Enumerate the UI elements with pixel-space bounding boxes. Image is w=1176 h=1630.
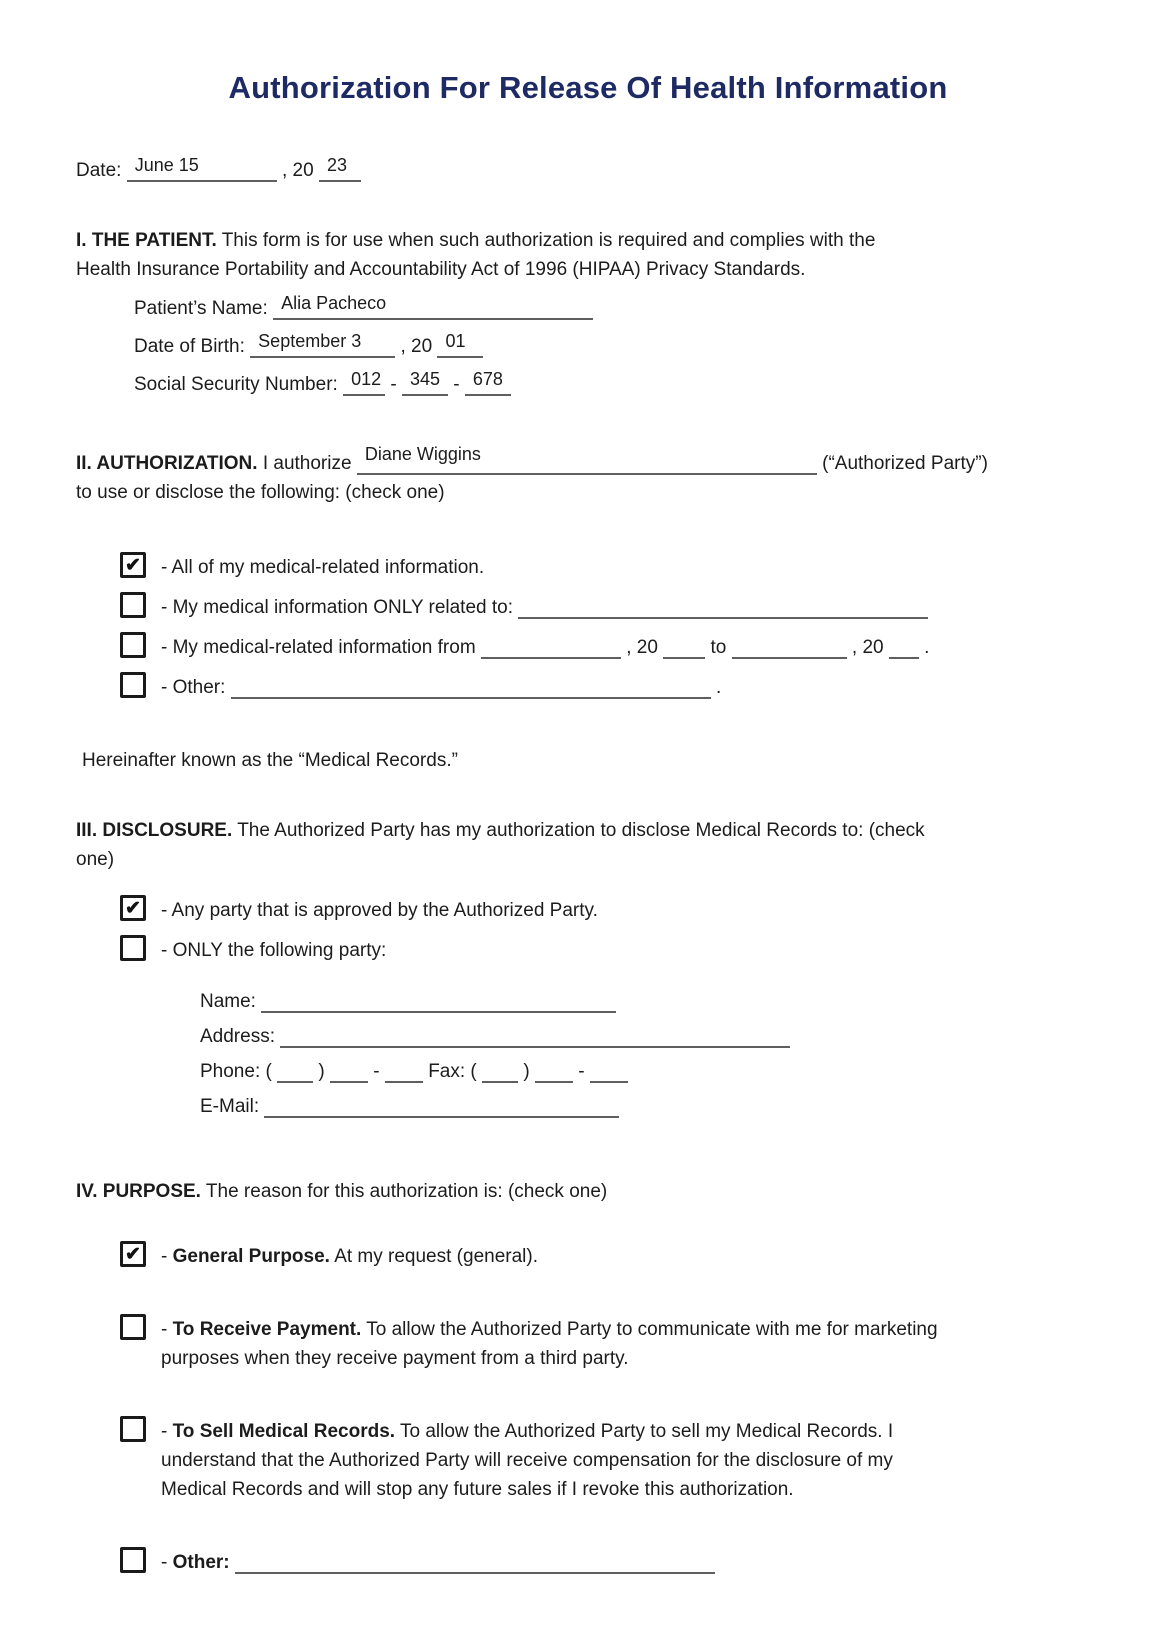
date-year-field[interactable] — [319, 155, 361, 182]
option-date-range-mid2: to — [710, 637, 727, 658]
ssn-dash-2: - — [453, 374, 460, 395]
option-receive-payment-text: To allow the Authorized Party to communicate with me for marketing purposes when they receive payment from a third party. — [161, 1319, 938, 1369]
ssn-field-1[interactable] — [343, 369, 385, 396]
other-purpose-field[interactable] — [235, 1554, 715, 1574]
ssn-label: Social Security Number: — [134, 374, 338, 395]
party-phone-row — [200, 1061, 1100, 1090]
option-general-purpose-label — [161, 1240, 961, 1271]
date-year-prefix: , 20 — [281, 160, 314, 181]
phone-close-paren: ) — [318, 1061, 325, 1082]
checkbox-any-approved-party[interactable]: ✔ — [120, 895, 146, 921]
option-date-range-label — [161, 631, 929, 662]
section-4-purpose — [76, 1177, 1088, 1206]
option-only-related-text: - My medical information ONLY related to: — [161, 597, 513, 618]
option-other-purpose-label — [161, 1546, 961, 1577]
dob-value: September 3 — [258, 331, 362, 351]
from-year-field[interactable] — [663, 639, 705, 659]
option-receive-payment — [120, 1313, 1100, 1373]
checkbox-medical-info-date-range[interactable] — [120, 632, 146, 658]
dob-label: Date of Birth: — [134, 336, 245, 357]
hereinafter-note: Hereinafter known as the “Medical Records.” — [82, 750, 458, 771]
section-3-options — [120, 894, 1100, 965]
fax-dash: - — [578, 1061, 585, 1082]
option-other-info-text: - Other: — [161, 677, 226, 698]
option-other-info-label — [161, 671, 721, 702]
section-4-options — [120, 1240, 1100, 1577]
option-date-range-end: . — [924, 637, 930, 658]
option-other-purpose — [120, 1546, 1100, 1577]
other-info-field[interactable] — [231, 679, 711, 699]
phone-area-field[interactable] — [277, 1063, 313, 1083]
fax-open-paren: ( — [470, 1061, 477, 1082]
date-month-value: June 15 — [134, 155, 199, 175]
to-year-field[interactable] — [889, 639, 919, 659]
date-row — [76, 155, 1100, 182]
option-other-info — [120, 671, 1100, 702]
to-date-field[interactable] — [732, 639, 847, 659]
option-date-range-text: - My medical-related information from — [161, 637, 476, 658]
section-2-authorize-text: I authorize — [262, 453, 352, 474]
option-receive-payment-bold: To Receive Payment. — [172, 1319, 362, 1340]
option-receive-payment-dash: - — [161, 1319, 168, 1340]
option-date-range-mid3: , 20 — [851, 637, 884, 658]
party-name-row — [200, 991, 1100, 1020]
section-1-patient — [76, 226, 1088, 284]
dob-row — [134, 331, 1100, 367]
phone-open-paren: ( — [265, 1061, 272, 1082]
party-phone-label: Phone: — [200, 1061, 261, 1082]
option-only-related-label — [161, 591, 928, 622]
date-year-value: 23 — [326, 155, 347, 175]
party-email-field[interactable] — [264, 1098, 619, 1118]
fax-prefix-field[interactable] — [535, 1063, 573, 1083]
checkbox-receive-payment[interactable] — [120, 1314, 146, 1340]
option-receive-payment-label — [161, 1313, 961, 1373]
option-sell-medical-records — [120, 1415, 1100, 1504]
option-general-purpose-dash: - — [161, 1246, 168, 1267]
ssn-value-3: 678 — [472, 369, 503, 389]
phone-line-field[interactable] — [385, 1063, 423, 1083]
dob-year-prefix: , 20 — [400, 336, 433, 357]
option-sell-medical-records-bold: To Sell Medical Records. — [172, 1421, 396, 1442]
dob-field[interactable] — [250, 331, 395, 358]
section-2-heading: II. AUTHORIZATION. — [76, 453, 258, 474]
authorized-party-suffix: (“Authorized Party”) — [822, 453, 988, 474]
party-email-row — [200, 1096, 1100, 1125]
option-general-purpose-bold: General Purpose. — [172, 1246, 330, 1267]
fax-area-field[interactable] — [482, 1063, 518, 1083]
option-sell-medical-records-text: To allow the Authorized Party to sell my Medical Records. I understand that the Authorized Party will receive compensation for the disclosure of my Medical Records and will stop any future sales if I revoke this authorization. — [161, 1421, 894, 1500]
patient-name-label: Patient’s Name: — [134, 298, 268, 319]
checkbox-other-info[interactable] — [120, 672, 146, 698]
section-1-body-line1: This form is for use when such authorization is required and complies with the — [221, 230, 876, 251]
ssn-field-3[interactable] — [465, 369, 511, 396]
section-2-options — [120, 551, 1100, 702]
party-address-label: Address: — [200, 1026, 275, 1047]
ssn-value-2: 345 — [409, 369, 441, 389]
option-all-medical-info-label: - All of my medical-related information. — [161, 557, 485, 578]
checkbox-medical-info-only-related[interactable] — [120, 592, 146, 618]
checkbox-all-medical-info[interactable]: ✔ — [120, 552, 146, 578]
party-address-field[interactable] — [280, 1028, 790, 1048]
party-email-label: E-Mail: — [200, 1096, 260, 1117]
ssn-value-1: 012 — [351, 369, 382, 389]
fax-line-field[interactable] — [590, 1063, 628, 1083]
patient-name-value: Alia Pacheco — [281, 293, 387, 313]
checkbox-sell-medical-records[interactable] — [120, 1416, 146, 1442]
option-only-following-party-label: - ONLY the following party: — [161, 940, 387, 961]
party-name-field[interactable] — [261, 993, 616, 1013]
party-fax-label: Fax: — [428, 1061, 466, 1082]
from-date-field[interactable] — [481, 639, 621, 659]
party-details — [200, 991, 1100, 1125]
phone-dash: - — [373, 1061, 380, 1082]
option-other-info-end: . — [715, 677, 722, 698]
section-4-heading: IV. PURPOSE. — [76, 1181, 201, 1202]
phone-prefix-field[interactable] — [330, 1063, 368, 1083]
date-label: Date: — [76, 160, 122, 181]
option-sell-medical-records-dash: - — [161, 1421, 168, 1442]
patient-name-field[interactable] — [273, 293, 593, 320]
party-name-label: Name: — [200, 991, 256, 1012]
authorized-party-value: Diane Wiggins — [364, 444, 481, 464]
option-other-purpose-dash: - — [161, 1552, 168, 1573]
option-date-range — [120, 631, 1100, 662]
section-1-heading: I. THE PATIENT. — [76, 230, 217, 251]
option-only-related — [120, 591, 1100, 622]
section-3-body-line2: one) — [76, 849, 115, 870]
checkbox-only-following-party[interactable] — [120, 935, 146, 961]
option-all-medical-info — [120, 551, 1100, 582]
checkbox-other-purpose[interactable] — [120, 1547, 146, 1573]
ssn-dash-1: - — [390, 374, 397, 395]
section-3-body-line1: The Authorized Party has my authorization to disclose Medical Records to: (check — [237, 820, 925, 841]
page-title: Authorization For Release Of Health Information — [228, 70, 948, 105]
related-to-field[interactable] — [518, 599, 928, 619]
dob-year-value: 01 — [445, 331, 466, 351]
option-any-approved-party-label: - Any party that is approved by the Authorized Party. — [161, 900, 598, 921]
ssn-row — [134, 369, 1100, 405]
option-sell-medical-records-label — [161, 1415, 961, 1504]
fax-close-paren: ) — [523, 1061, 530, 1082]
option-other-purpose-bold: Other: — [172, 1552, 230, 1573]
option-any-approved-party — [120, 894, 1100, 925]
option-general-purpose — [120, 1240, 1100, 1271]
section-2-line2: to use or disclose the following: (check one) — [76, 482, 445, 503]
authorized-party-field[interactable] — [357, 444, 817, 475]
patient-name-row — [134, 293, 1100, 329]
section-1-body-line2: Health Insurance Portability and Accountability Act of 1996 (HIPAA) Privacy Standards. — [76, 259, 806, 280]
checkbox-general-purpose[interactable]: ✔ — [120, 1241, 146, 1267]
section-3-disclosure — [76, 816, 1088, 874]
option-only-following-party — [120, 934, 1100, 965]
section-4-body: The reason for this authorization is: (check one) — [205, 1181, 608, 1202]
party-address-row — [200, 1026, 1100, 1055]
date-month-field[interactable] — [127, 155, 277, 182]
section-2-authorization — [76, 444, 1088, 507]
patient-details — [134, 293, 1100, 405]
section-3-heading: III. DISCLOSURE. — [76, 820, 233, 841]
option-date-range-mid1: , 20 — [626, 637, 658, 658]
dob-year-field[interactable] — [437, 331, 483, 358]
option-general-purpose-text: At my request (general). — [334, 1246, 538, 1267]
ssn-field-2[interactable] — [402, 369, 448, 396]
